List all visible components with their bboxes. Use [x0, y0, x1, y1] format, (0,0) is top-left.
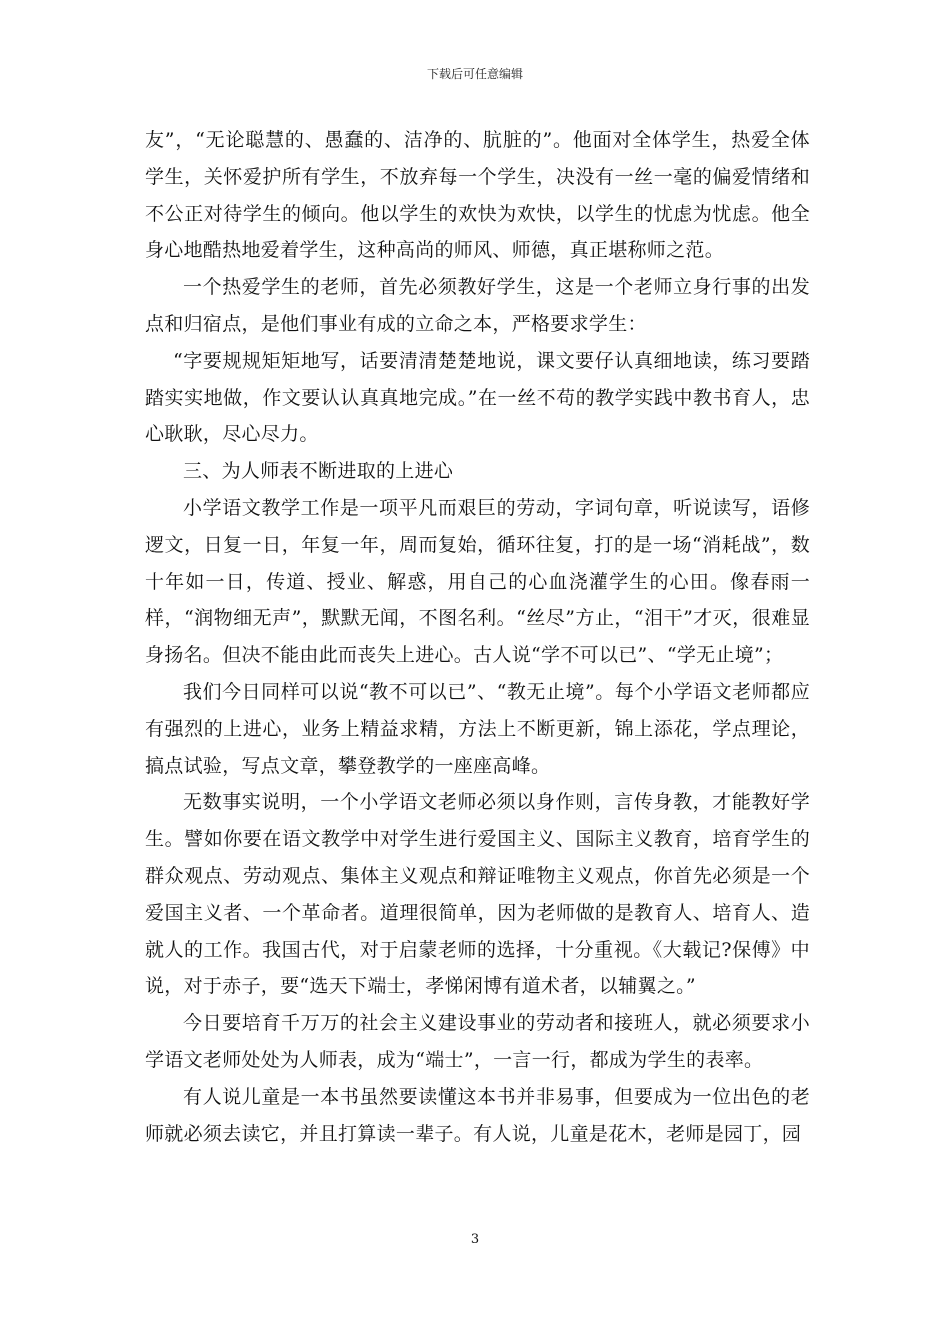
paragraph: 无数事实说明，一个小学语文老师必须以身作则，言传身教，才能教好学生。譬如你要在语文教学中对学生进行爱国主义、国际主义教育，培育学生的群众观点、劳动观点、集体主义观点和辩证唯物主义观点，你首先必须是一个爱国主义者、一个革命者。道理很简单，因为老师做的是教育人、培育人、造就人的工作。我国古代，对于启蒙老师的选择，十分重视。《大载记?保傅》中说，对于赤子，要“选天下端士，孝悌闲博有道术者，以辅翼之。”: [145, 791, 810, 998]
paragraph: 我们今日同样可以说“教不可以已”、“教无止境”。每个小学语文老师都应有强烈的上进心，业务上精益求精，方法上不断更新，锦上添花，学点理论，搞点试验，写点文章，攀登教学的一座座高峰。: [145, 680, 810, 777]
document-body: [145, 122, 810, 1152]
paragraph: 今日要培育千万万的社会主义建设事业的劳动者和接班人，就必须要求小学语文老师处处为人师表，成为“端士”，一言一行，都成为学生的表率。: [145, 1012, 810, 1071]
page-number: 3: [470, 1232, 480, 1247]
paragraph: 小学语文教学工作是一项平凡而艰巨的劳动，字词句章，听说读写，语修逻文，日复一日，年复一年，周而复始，循环往复，打的是一场“消耗战”，数十年如一日，传道、授业、解惑，用自己的心血浇灌学生的心田。像春雨一样，“润物细无声”，默默无闻，不图名利。“丝尽”方止，“泪干”才灭，很难显身扬名。但决不能由此而丧失上进心。古人说“学不可以已”、“学无止境”；: [145, 496, 810, 667]
paragraph: 有人说儿童是一本书虽然要读懂这本书并非易事，但要成为一位出色的老师就必须去读它，并且打算读一辈子。有人说，儿童是花木，老师是园丁，园: [145, 1085, 810, 1145]
section-heading: 三、为人师表不断进取的上进心: [183, 460, 454, 483]
paragraph-continuation: 友”，“无论聪慧的、愚蠢的、洁净的、肮脏的”。他面对全体学生，热爱全体学生，关怀爱护所有学生，不放弃每一个学生，决没有一丝一毫的偏爱情绪和不公正对待学生的倾向。他以学生的欢快为欢快，以学生的忧虑为忧虑。他全身心地酷热地爱着学生，这种高尚的师风、师德，真正堪称师之范。: [145, 129, 810, 262]
page-header: 下载后可任意编辑: [426, 67, 523, 81]
paragraph-quote: “字要规规矩矩地写，话要清清楚楚地说，课文要仔认真细地读，练习要踏踏实实地做，作文要认认真真地完成。”在一丝不苟的教学实践中教书育人，忠心耿耿，尽心尽力。: [145, 349, 810, 446]
paragraph: 一个热爱学生的老师，首先必须教好学生，这是一个老师立身行事的出发点和归宿点，是他们事业有成的立命之本，严格要求学生：: [145, 276, 810, 335]
